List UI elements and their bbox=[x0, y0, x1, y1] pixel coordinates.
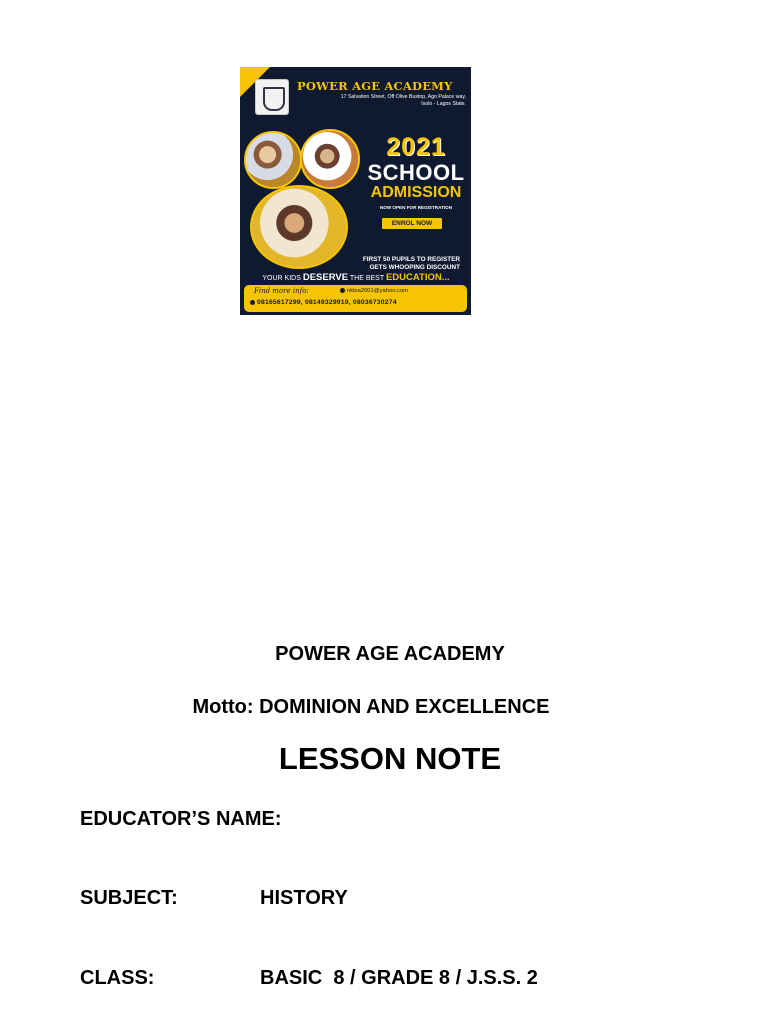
pupil-photo bbox=[250, 185, 348, 269]
pupil-photo bbox=[244, 131, 302, 189]
school-motto: Motto: DOMINION AND EXCELLENCE bbox=[192, 696, 550, 718]
class-label: CLASS: bbox=[80, 967, 155, 989]
flyer-subheading: ADMISSION bbox=[370, 184, 462, 201]
flyer-contact-bar bbox=[244, 285, 467, 312]
flyer-open-text: NOW OPEN FOR REGISTRATION bbox=[379, 205, 453, 210]
document-title: LESSON NOTE bbox=[278, 741, 502, 776]
flyer-year: 2021 bbox=[386, 133, 446, 161]
phone-icon bbox=[250, 300, 255, 305]
flyer-email: nklea2001@yahoo.com bbox=[340, 288, 408, 294]
flyer-heading: SCHOOL bbox=[367, 160, 465, 185]
subject-label: SUBJECT: bbox=[80, 887, 178, 909]
school-crest-logo bbox=[255, 79, 289, 115]
flyer-tagline: YOUR KIDS DESERVE THE BEST EDUCATION... bbox=[262, 272, 450, 283]
flyer-phones: 08165617299, 08149329919, 08036730274 bbox=[250, 299, 397, 306]
flyer-promo: FIRST 50 PUPILS TO REGISTER GETS WHOOPING DISCOUNT bbox=[362, 256, 460, 271]
flyer-school-name: POWER AGE ACADEMY bbox=[297, 79, 453, 93]
school-name-heading: POWER AGE ACADEMY bbox=[275, 643, 505, 665]
find-more-label: Find more info: bbox=[254, 287, 309, 295]
email-icon bbox=[340, 288, 345, 293]
subject-value: HISTORY bbox=[260, 887, 348, 909]
pupil-photo bbox=[300, 129, 360, 189]
enrol-now-badge: ENROL NOW bbox=[382, 218, 442, 229]
admission-flyer-image bbox=[240, 67, 471, 315]
educator-name-label: EDUCATOR’S NAME: bbox=[80, 808, 282, 830]
class-value: BASIC 8 / GRADE 8 / J.S.S. 2 bbox=[260, 967, 538, 989]
flyer-address: 17 Salvation Street, Off Olive Bustop, Ago Palace way, Isolo - Lagos State. bbox=[340, 94, 466, 107]
